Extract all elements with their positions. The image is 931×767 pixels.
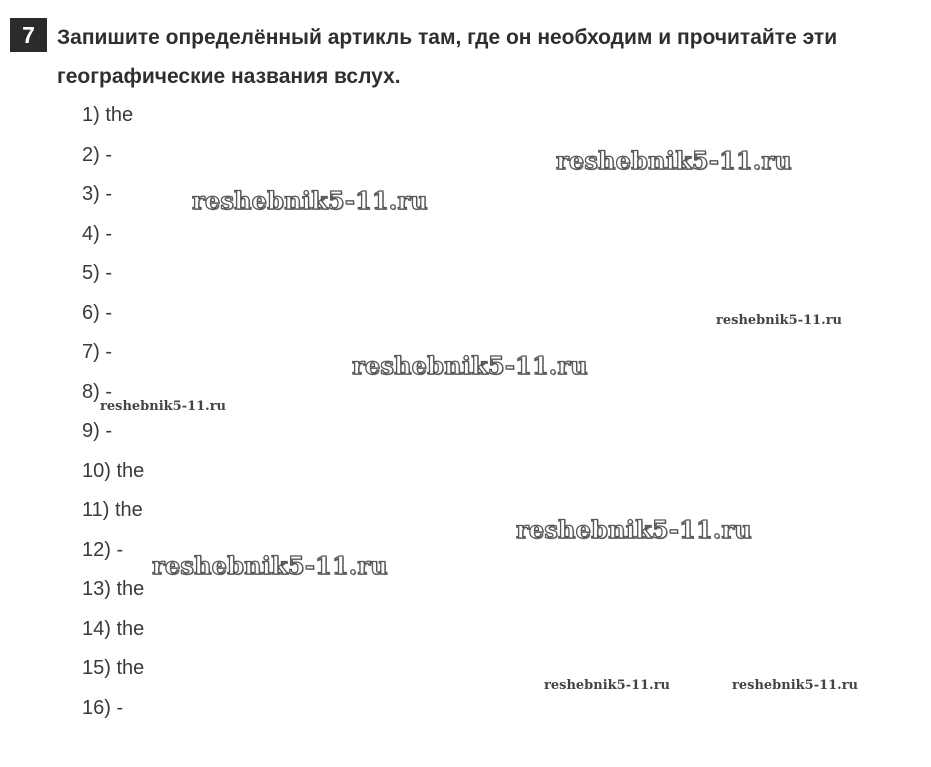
answer-item: 7) - [82, 341, 112, 363]
answer-item: 14) the [82, 617, 145, 640]
watermark: reshebnik5-11.ru [732, 678, 859, 693]
answer-item: 4) - [82, 222, 112, 245]
answer-item: 12) - [82, 538, 124, 561]
watermark: reshebnik5-11.ru [544, 678, 671, 693]
answer-item: 9) - [82, 420, 112, 442]
answer-item: 6) - [82, 301, 112, 324]
watermark: reshebnik5-11.ru [556, 146, 792, 175]
task-title: Запишите определённый артикль там, где он необходим и прочитайте эти географические названия вслух. [57, 26, 838, 88]
answer-item: 5) - [82, 262, 112, 284]
answer-list [82, 96, 144, 728]
answer-item: 2) - [82, 143, 112, 166]
answer-item: 11) the [82, 499, 143, 521]
answer-item: 1) the [82, 104, 134, 126]
watermark: reshebnik5-11.ru [100, 399, 227, 414]
watermark: reshebnik5-11.ru [516, 515, 752, 544]
answer-item: 16) - [82, 696, 124, 719]
answer-item: 3) - [82, 183, 112, 205]
watermark: reshebnik5-11.ru [192, 186, 428, 215]
watermark: reshebnik5-11.ru [716, 313, 843, 328]
answer-item: 10) the [82, 459, 145, 482]
watermark: reshebnik5-11.ru [352, 351, 588, 380]
watermark: reshebnik5-11.ru [152, 551, 388, 580]
answer-item: 13) the [82, 578, 145, 600]
answer-item: 8) - [82, 380, 112, 403]
answer-item: 15) the [82, 657, 145, 679]
task-number-badge: 7 [10, 18, 47, 52]
